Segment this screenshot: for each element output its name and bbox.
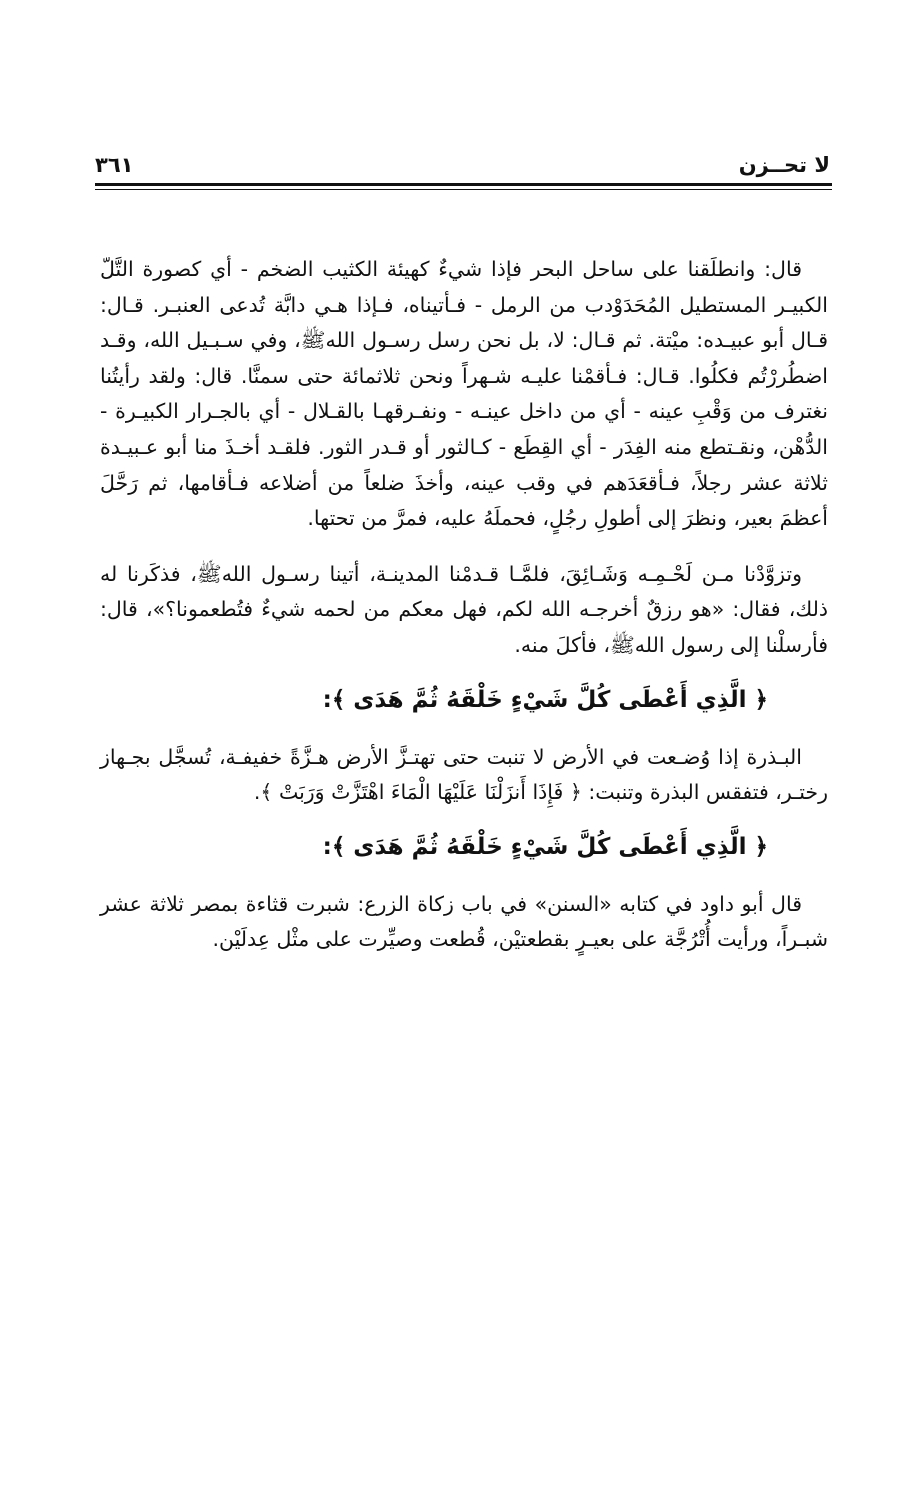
paragraph-dried-meat — [100, 557, 828, 664]
paragraph-seed — [100, 740, 828, 811]
paragraph-ambergris-whale — [100, 252, 828, 537]
header-rule-thin — [95, 189, 832, 190]
book-title: لا تحــزن — [738, 153, 830, 177]
paragraph-text: قال أبو داود في كتابه «السنن» في باب زكاة الزرع: شبرت قثاءة بمصر ثلاثة عشر شبـراً، ورأيت أُتْرُجَّة على بعيـرٍ بقطعتيْن، قُطعت وصيِّرت على مثْل عِدلَيْن. — [100, 891, 828, 952]
paragraph-text: وتزوَّدْنا مـن لَحْـمِـه وَشَـائِقَ، فلمَّـا قـدمْنا المدينـة، أتينا رسـول اللهﷺ، فذكَرنا له ذلك، فقال: «هو رزقٌ أخرجـه الله لكم، فهل معكم من لحمه شيءٌ فتُطعمونا؟»، قال: فأرسلْنا إلى رسول اللهﷺ، فأكلَ منه. — [100, 561, 828, 657]
paragraph-text: قال: وانطلَقنا على ساحل البحر فإذا شيءٌ كهيئة الكثيب الضخم - أي كصورة التَّلّ الكبيـر المستطيل المُحَدَوْدب من الرمل - فـأتيناه، فـإذا هـي دابَّة تُدعى العنبـر. قـال: قـال أبو عبيـده: ميْتة. ثم قـال: لا، بل نحن رسل رسـول اللهﷺ، وفي سـبـيل الله، وقـد اضطُررْتُم فكلُوا. قـال: فـأقمْنا عليـه شـهراً ونحن ثلاثمائة حتى سمنَّا. قال: ولقد رأيتُنا نغترف من وَقْبِ عينه - أي من داخل عينـه - ونفـرقهـا بالقـلال - أي بالجـرار الكبيـرة - الدُّهْن، ونقـتطع منه الفِدَر - أي القِطَع - كـالثور أو قـدر الثور. فلقـد أخـذَ منا أبو عـبيـدة ثلاثة عشر رجلاً، فـأقعَدَهم في وقب عينه، وأخذَ ضلعاً من أضلاعه فـأقامها، ثم رَحَّلَ أعظمَ بعير، ونظرَ إلى أطولِ رجُلٍ، فحملَهُ عليه، فمرَّ من تحتها. — [100, 257, 828, 531]
page-body — [100, 252, 828, 962]
paragraph-abu-dawud — [100, 887, 828, 958]
paragraph-text: البـذرة إذا وُضـعت في الأرض لا تنبت حتى تهتـزَّ الأرض هـزَّةً خفيفـة، تُسجَّل بجـهاز رختـر، فتفقس البذرة وتنبت: ﴿ فَإِذَا أَنزَلْنَا عَلَيْهَا الْمَاءَ اهْتَزَّتْ وَرَبَتْ ﴾. — [100, 744, 828, 805]
quran-verse: ﴿ الَّذِي أَعْطَى كُلَّ شَيْءٍ خَلْقَهُ ثُمَّ هَدَى ﴾: — [322, 833, 768, 860]
running-header — [95, 150, 830, 180]
page-number: ٣٦١ — [95, 153, 134, 177]
quran-verse: ﴿ الَّذِي أَعْطَى كُلَّ شَيْءٍ خَلْقَهُ ثُمَّ هَدَى ﴾: — [322, 686, 768, 713]
header-rule-thick — [95, 183, 832, 186]
